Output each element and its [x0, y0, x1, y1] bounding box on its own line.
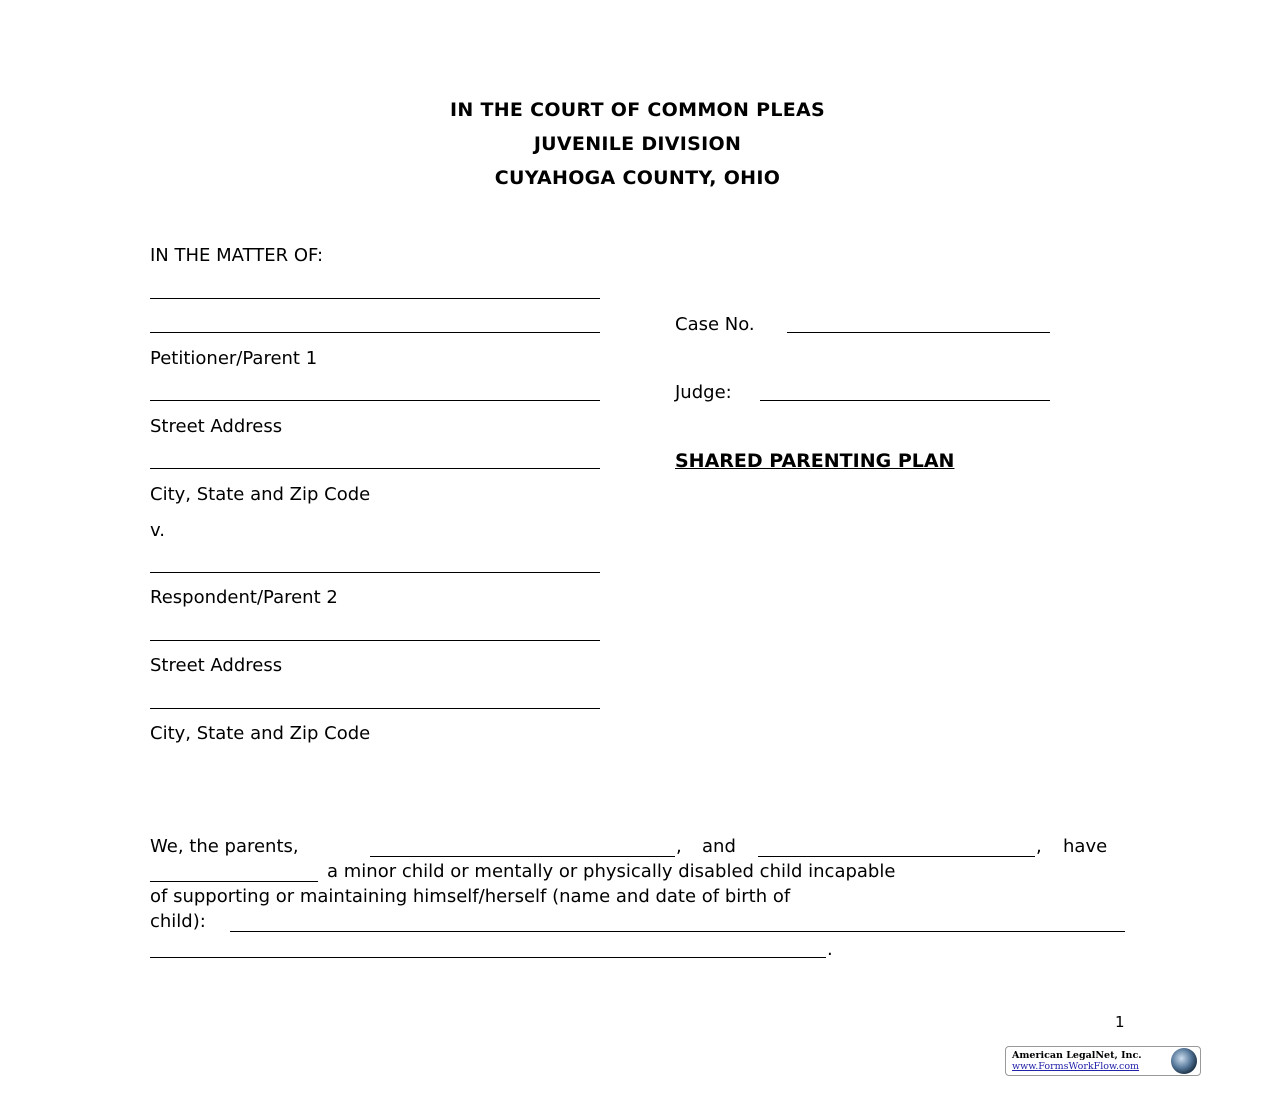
document-title: SHARED PARENTING PLAN	[675, 450, 955, 472]
child-info-blank-2[interactable]	[150, 957, 826, 958]
respondent-label: Respondent/Parent 2	[150, 587, 338, 608]
county-heading: CUYAHOGA COUNTY, OHIO	[494, 167, 781, 189]
respondent-name-line[interactable]	[150, 572, 600, 573]
petitioner-street-line[interactable]	[150, 400, 600, 401]
judge-line[interactable]	[760, 400, 1050, 401]
comma: ,	[676, 836, 682, 857]
period: .	[827, 939, 833, 960]
american-legalnet-logo[interactable]	[1005, 1046, 1201, 1076]
versus-label: v.	[150, 520, 165, 541]
court-heading: IN THE COURT OF COMMON PLEAS	[449, 99, 826, 121]
name-line-2[interactable]	[150, 332, 600, 333]
and-word: and	[702, 836, 736, 857]
matter-label: IN THE MATTER OF:	[150, 245, 324, 266]
parent1-blank[interactable]	[370, 856, 675, 857]
paragraph-line-4: child):	[150, 911, 206, 932]
petitioner-label: Petitioner/Parent 1	[150, 348, 318, 369]
parent2-blank[interactable]	[758, 856, 1035, 857]
petitioner-city-line[interactable]	[150, 468, 600, 469]
street-label-2: Street Address	[150, 655, 283, 676]
judge-label: Judge:	[675, 382, 732, 403]
division-heading: JUVENILE DIVISION	[533, 133, 742, 155]
street-label-1: Street Address	[150, 416, 283, 437]
globe-icon	[1171, 1048, 1197, 1074]
comma: ,	[1036, 836, 1042, 857]
child-info-blank[interactable]	[230, 931, 1125, 932]
logo-url[interactable]: www.FormsWorkFlow.com	[1012, 1061, 1140, 1072]
page-number: 1	[1115, 1013, 1125, 1031]
logo-name: American LegalNet, Inc.	[1012, 1050, 1142, 1061]
paragraph-line-3: of supporting or maintaining himself/herself (name and date of birth of	[150, 886, 791, 907]
paragraph-start: We, the parents,	[150, 836, 299, 857]
case-no-label: Case No.	[675, 314, 755, 335]
name-line-1[interactable]	[150, 298, 600, 299]
have-word: have	[1063, 836, 1108, 857]
city-label-1: City, State and Zip Code	[150, 484, 371, 505]
case-no-line[interactable]	[787, 332, 1050, 333]
respondent-city-line[interactable]	[150, 708, 600, 709]
respondent-street-line[interactable]	[150, 640, 600, 641]
city-label-2: City, State and Zip Code	[150, 723, 371, 744]
number-blank[interactable]	[150, 881, 318, 882]
paragraph-line-2: a minor child or mentally or physically disabled child incapable	[327, 861, 896, 882]
